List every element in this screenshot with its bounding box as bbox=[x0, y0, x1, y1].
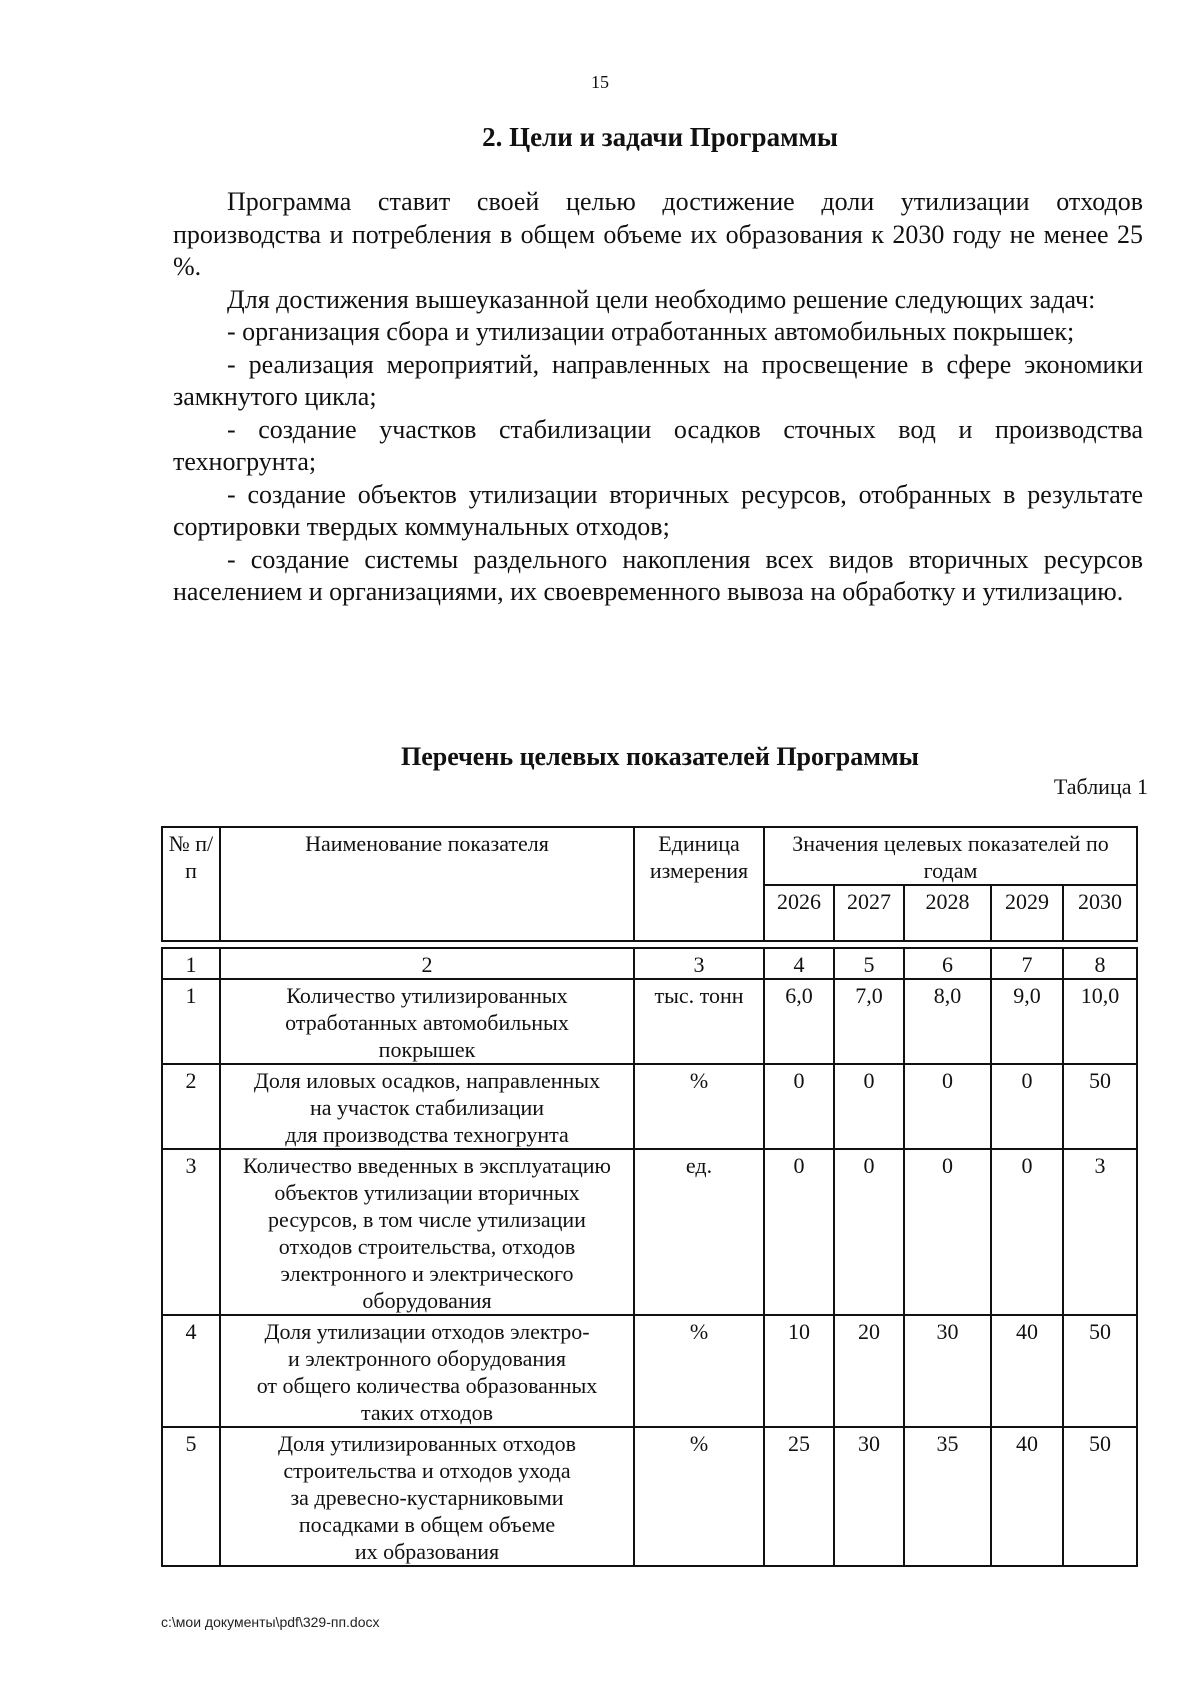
task-item: - реализация мероприятий, направленных на просвещение в сфере экономики замкнутого цикла; bbox=[173, 349, 1143, 411]
row-name-line: строительства и отходов ухода bbox=[283, 1458, 571, 1483]
row-num: 4 bbox=[162, 1315, 220, 1427]
row-value: 40 bbox=[991, 1315, 1063, 1427]
row-value: 3 bbox=[1063, 1149, 1137, 1315]
row-name-line: от общего количества образованных bbox=[256, 1373, 598, 1398]
row-value: 9,0 bbox=[991, 979, 1063, 1064]
header-unit: Единица измерения bbox=[634, 827, 764, 941]
row-name-line: оборудования bbox=[362, 1288, 492, 1313]
row-value: 10,0 bbox=[1063, 979, 1137, 1064]
row-value: 8,0 bbox=[904, 979, 991, 1064]
header-year: 2026 bbox=[764, 885, 834, 941]
header-year: 2029 bbox=[991, 885, 1063, 941]
row-unit: % bbox=[634, 1427, 764, 1566]
table-row bbox=[162, 1427, 1137, 1566]
row-unit: % bbox=[634, 1315, 764, 1427]
row-name-line: посадками в общем объеме bbox=[298, 1512, 556, 1537]
table-row bbox=[162, 1315, 1137, 1427]
row-name-line: отходов строительства, отходов bbox=[278, 1234, 576, 1259]
table-title: Перечень целевых показателей Программы bbox=[401, 742, 919, 771]
indicator-table-body bbox=[161, 947, 1138, 1567]
row-value: 0 bbox=[834, 1064, 904, 1149]
header-year: 2028 bbox=[904, 885, 991, 941]
row-num: 3 bbox=[162, 1149, 220, 1315]
paragraph-tasks-intro: Для достижения вышеуказанной цели необходимо решение следующих задач: bbox=[227, 284, 1096, 314]
paragraph-goal: Программа ставит своей целью достижение доли утилизации отходов производства и потребления в общем объеме их образования к 2030 году не менее 25 %. bbox=[173, 187, 1143, 281]
header-values-group: Значения целевых показателей по годам bbox=[764, 827, 1137, 885]
row-value: 0 bbox=[764, 1149, 834, 1315]
row-name-line: ресурсов, в том числе утилизации bbox=[268, 1207, 586, 1232]
table-row bbox=[162, 979, 1137, 1064]
body-text bbox=[173, 186, 1143, 609]
row-num: 5 bbox=[162, 1427, 220, 1566]
task-item: - создание объектов утилизации вторичных ресурсов, отобранных в результате сортировки твердых коммунальных отходов; bbox=[173, 479, 1143, 541]
column-number: 4 bbox=[764, 948, 834, 979]
footer-file-path: c:\мои документы\pdf\329-пп.docx bbox=[161, 1614, 380, 1630]
row-name-line: электронного и электрического bbox=[280, 1261, 574, 1286]
column-number: 2 bbox=[220, 948, 634, 979]
row-name-line: Количество введенных в эксплуатацию bbox=[243, 1153, 611, 1178]
task-item: - создание системы раздельного накопления всех видов вторичных ресурсов населением и организациями, их своевременного вывоза на обработку и утилизацию. bbox=[173, 544, 1143, 606]
row-name-line: объектов утилизации вторичных bbox=[274, 1180, 580, 1205]
row-value: 35 bbox=[904, 1427, 991, 1566]
column-number: 8 bbox=[1063, 948, 1137, 979]
row-name bbox=[220, 1149, 634, 1315]
header-num: № п/п bbox=[162, 827, 220, 941]
row-value: 50 bbox=[1063, 1064, 1137, 1149]
row-name-line: таких отходов bbox=[360, 1400, 494, 1425]
row-name bbox=[220, 1064, 634, 1149]
row-name-line: Доля иловых осадков, направленных bbox=[253, 1068, 601, 1093]
row-name-line: за древесно-кустарниковыми bbox=[290, 1485, 564, 1510]
task-item: - организация сбора и утилизации отработанных автомобильных покрышек; bbox=[227, 317, 1075, 346]
column-number: 7 bbox=[991, 948, 1063, 979]
row-unit: % bbox=[634, 1064, 764, 1149]
header-name: Наименование показателя bbox=[220, 827, 634, 941]
row-name-line: их образования bbox=[354, 1539, 500, 1564]
row-name-line: Количество утилизированных bbox=[286, 983, 568, 1008]
indicator-table-header bbox=[161, 826, 1138, 942]
row-name-line: Доля утилизации отходов электро- bbox=[264, 1319, 590, 1344]
row-name-line: отработанных автомобильных bbox=[285, 1010, 569, 1035]
row-value: 50 bbox=[1063, 1315, 1137, 1427]
column-number: 3 bbox=[634, 948, 764, 979]
row-value: 30 bbox=[834, 1427, 904, 1566]
row-value: 0 bbox=[991, 1064, 1063, 1149]
table-row bbox=[162, 1149, 1137, 1315]
row-name bbox=[220, 1427, 634, 1566]
row-name-line: на участок стабилизации bbox=[309, 1095, 545, 1120]
row-value: 6,0 bbox=[764, 979, 834, 1064]
table-label: Таблица 1 bbox=[1053, 774, 1148, 799]
row-unit: тыс. тонн bbox=[634, 979, 764, 1064]
row-value: 0 bbox=[834, 1149, 904, 1315]
table-row bbox=[162, 1064, 1137, 1149]
section-title: 2. Цели и задачи Программы bbox=[482, 122, 838, 152]
row-value: 0 bbox=[991, 1149, 1063, 1315]
row-value: 0 bbox=[904, 1064, 991, 1149]
header-year: 2030 bbox=[1063, 885, 1137, 941]
row-value: 7,0 bbox=[834, 979, 904, 1064]
column-number: 5 bbox=[834, 948, 904, 979]
page-number: 15 bbox=[591, 72, 609, 92]
row-name-line: и электронного оборудования bbox=[287, 1346, 567, 1371]
row-value: 25 bbox=[764, 1427, 834, 1566]
row-value: 10 bbox=[764, 1315, 834, 1427]
row-name bbox=[220, 979, 634, 1064]
row-value: 40 bbox=[991, 1427, 1063, 1566]
row-name-line: покрышек bbox=[378, 1037, 476, 1062]
row-name-line: для производства техногрунта bbox=[285, 1122, 569, 1147]
row-num: 1 bbox=[162, 979, 220, 1064]
row-name-line: Доля утилизированных отходов bbox=[277, 1431, 577, 1456]
task-item: - создание участков стабилизации осадков сточных вод и производства техногрунта; bbox=[173, 414, 1143, 476]
header-year: 2027 bbox=[834, 885, 904, 941]
row-num: 2 bbox=[162, 1064, 220, 1149]
column-number: 6 bbox=[904, 948, 991, 979]
column-number-row bbox=[162, 948, 1137, 979]
row-value: 20 bbox=[834, 1315, 904, 1427]
row-unit: ед. bbox=[634, 1149, 764, 1315]
row-value: 50 bbox=[1063, 1427, 1137, 1566]
row-value: 30 bbox=[904, 1315, 991, 1427]
row-value: 0 bbox=[764, 1064, 834, 1149]
column-number: 1 bbox=[162, 948, 220, 979]
row-name bbox=[220, 1315, 634, 1427]
row-value: 0 bbox=[904, 1149, 991, 1315]
